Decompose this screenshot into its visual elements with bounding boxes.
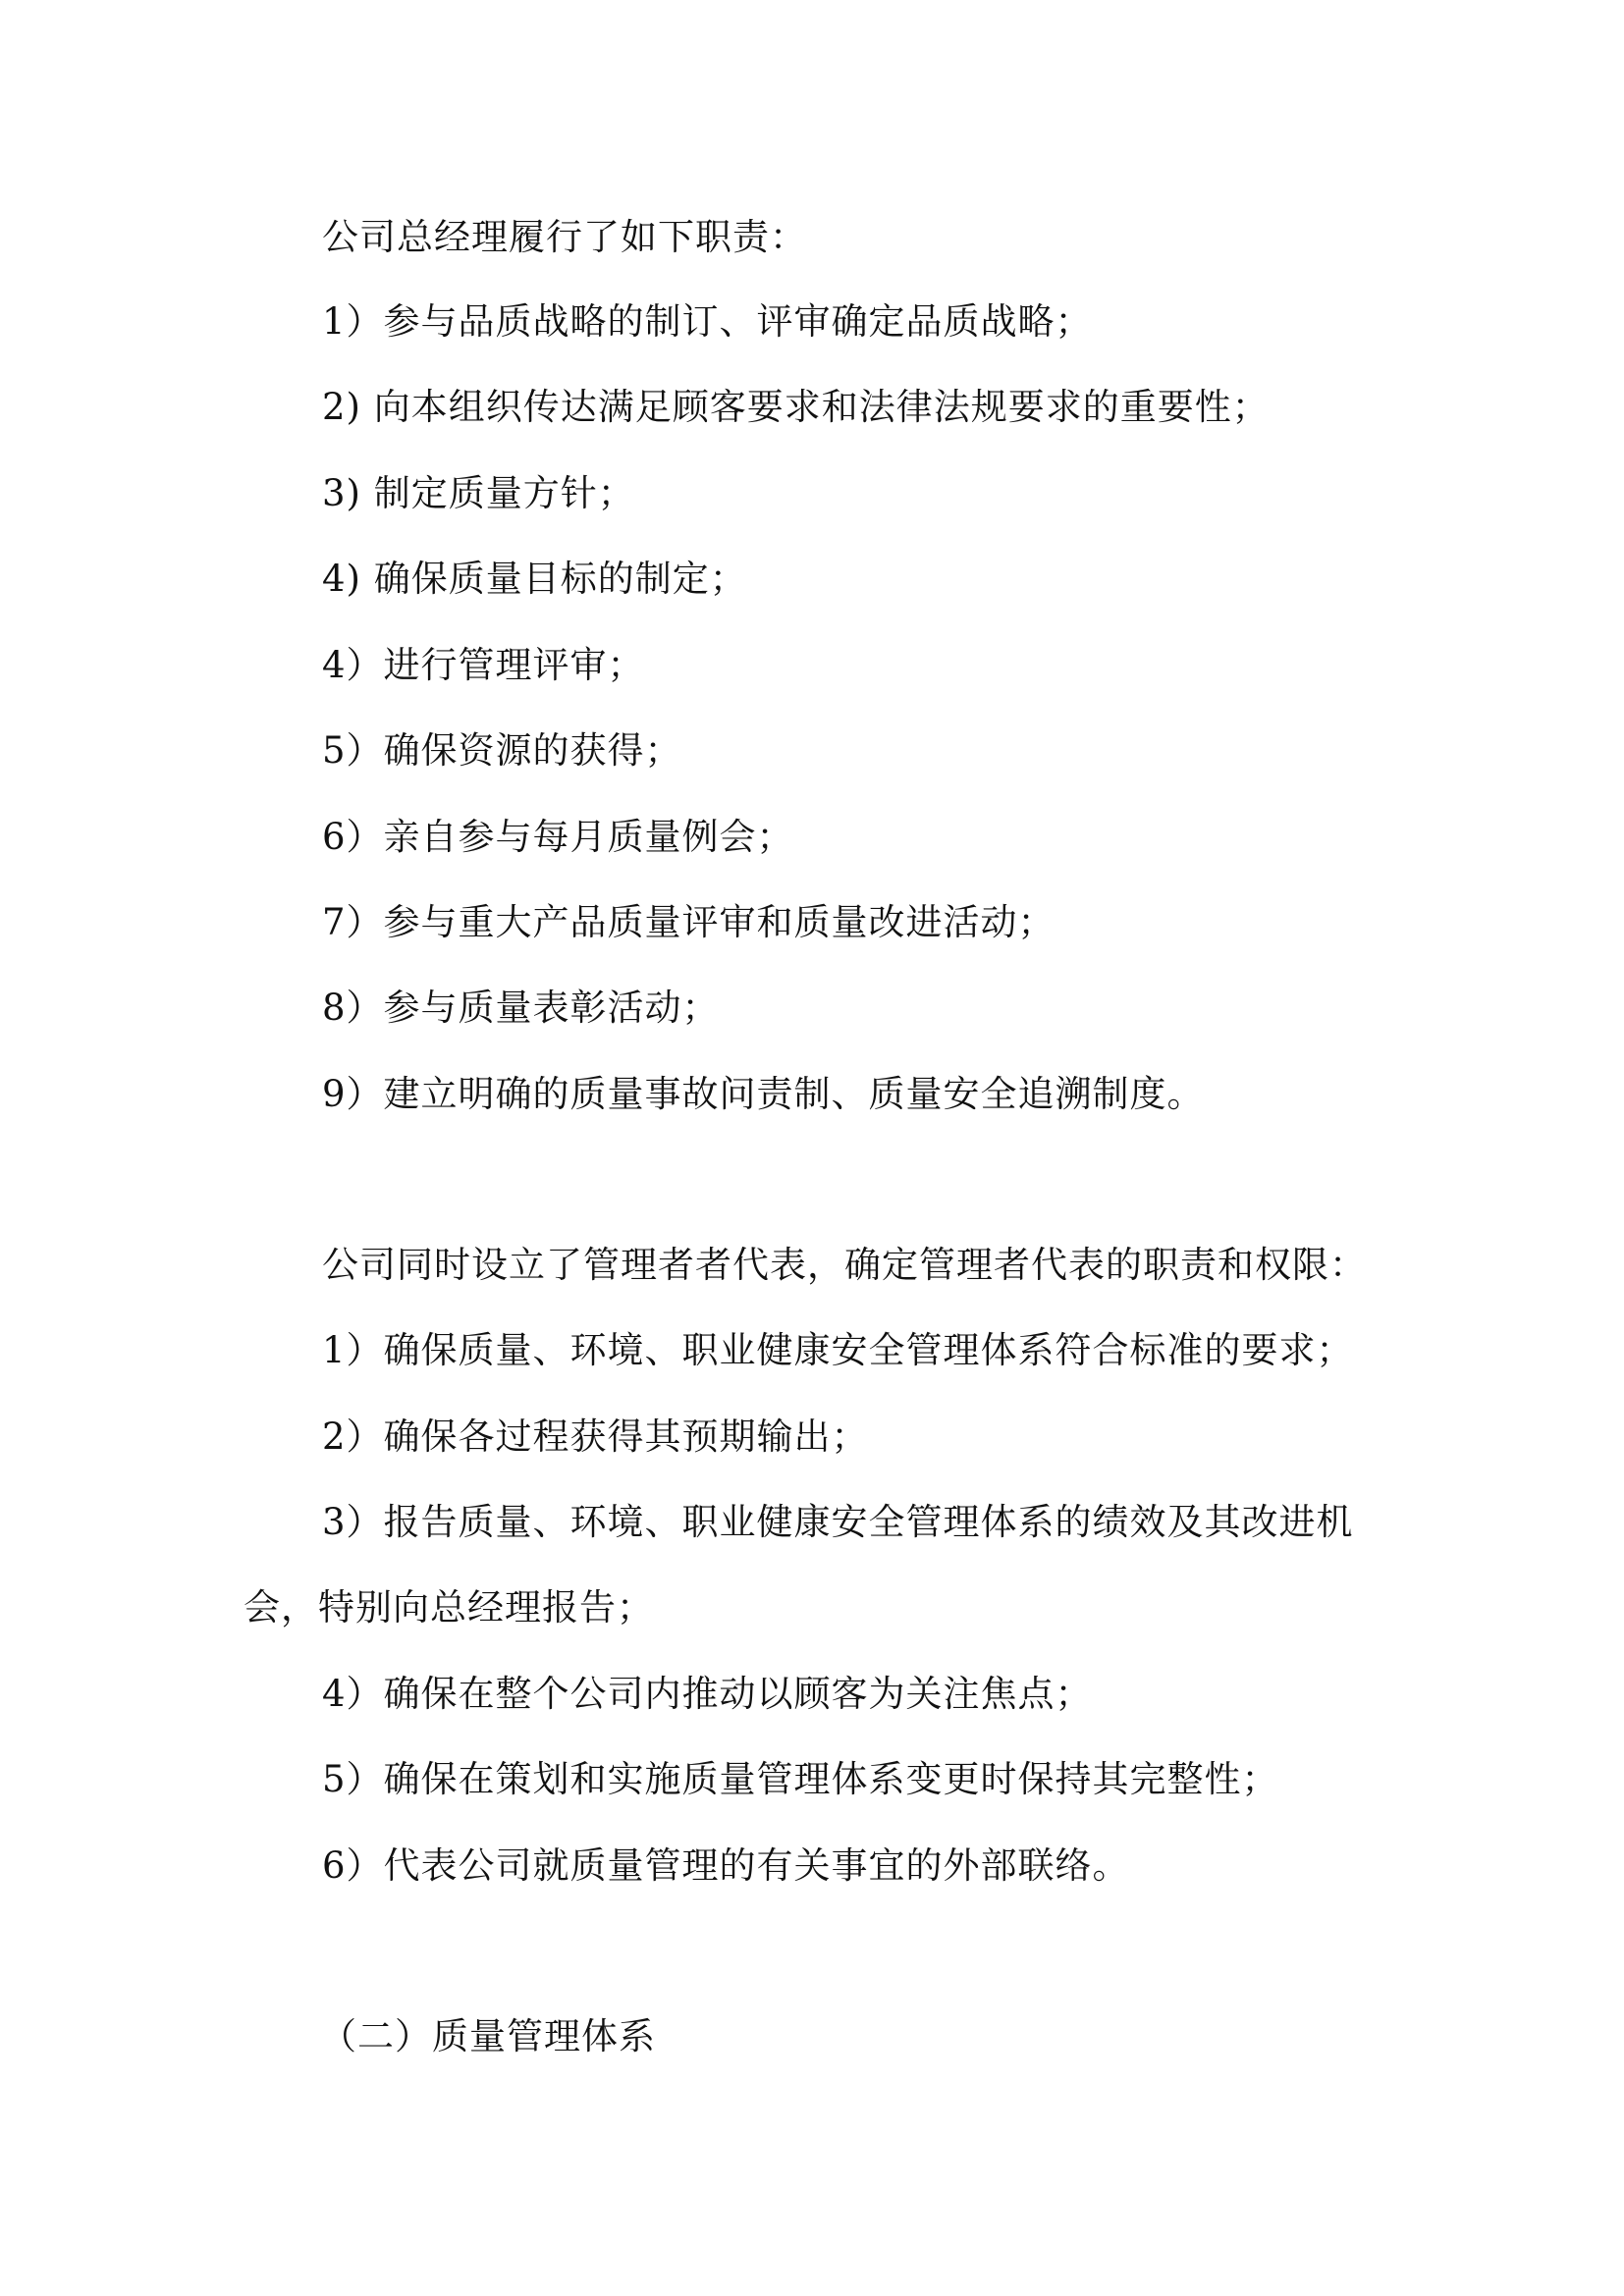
section2-item: 4）确保在整个公司内推动以顾客为关注焦点； — [322, 1673, 1093, 1715]
section1-item: 1）参与品质战略的制订、评审确定品质战略； — [322, 300, 1093, 343]
section1-item: 6）亲自参与每月质量例会； — [322, 816, 794, 858]
section1-intro: 公司总经理履行了如下职责： — [322, 216, 807, 258]
section2-item: 1）确保质量、环境、职业健康安全管理体系符合标准的要求； — [322, 1329, 1354, 1371]
section1-item: 5）确保资源的获得； — [322, 729, 682, 772]
section1-item: 9）建立明确的质量事故问责制、质量安全追溯制度。 — [322, 1073, 1205, 1115]
section1-item: 8）参与质量表彰活动； — [322, 987, 720, 1029]
section1-item: 2) 向本组织传达满足顾客要求和法律法规要求的重要性； — [322, 386, 1270, 428]
section-heading: （二）质量管理体系 — [320, 2015, 656, 2057]
section2-item: 2）确保各过程获得其预期输出； — [322, 1415, 869, 1458]
section1-item: 3) 制定质量方针； — [322, 472, 635, 514]
section1-item: 4) 确保质量目标的制定； — [322, 558, 747, 600]
section2-item-continuation: 会，特别向总经理报告； — [244, 1586, 654, 1629]
section1-item: 4）进行管理评审； — [322, 644, 645, 686]
section2-intro: 公司同时设立了管理者者代表，确定管理者代表的职责和权限： — [322, 1244, 1367, 1286]
section2-item: 3）报告质量、环境、职业健康安全管理体系的绩效及其改进机 — [322, 1501, 1354, 1543]
section2-item: 5）确保在策划和实施质量管理体系变更时保持其完整性； — [322, 1758, 1279, 1800]
section2-item: 6）代表公司就质量管理的有关事宜的外部联络。 — [322, 1844, 1130, 1887]
section1-item: 7）参与重大产品质量评审和质量改进活动； — [322, 901, 1056, 943]
